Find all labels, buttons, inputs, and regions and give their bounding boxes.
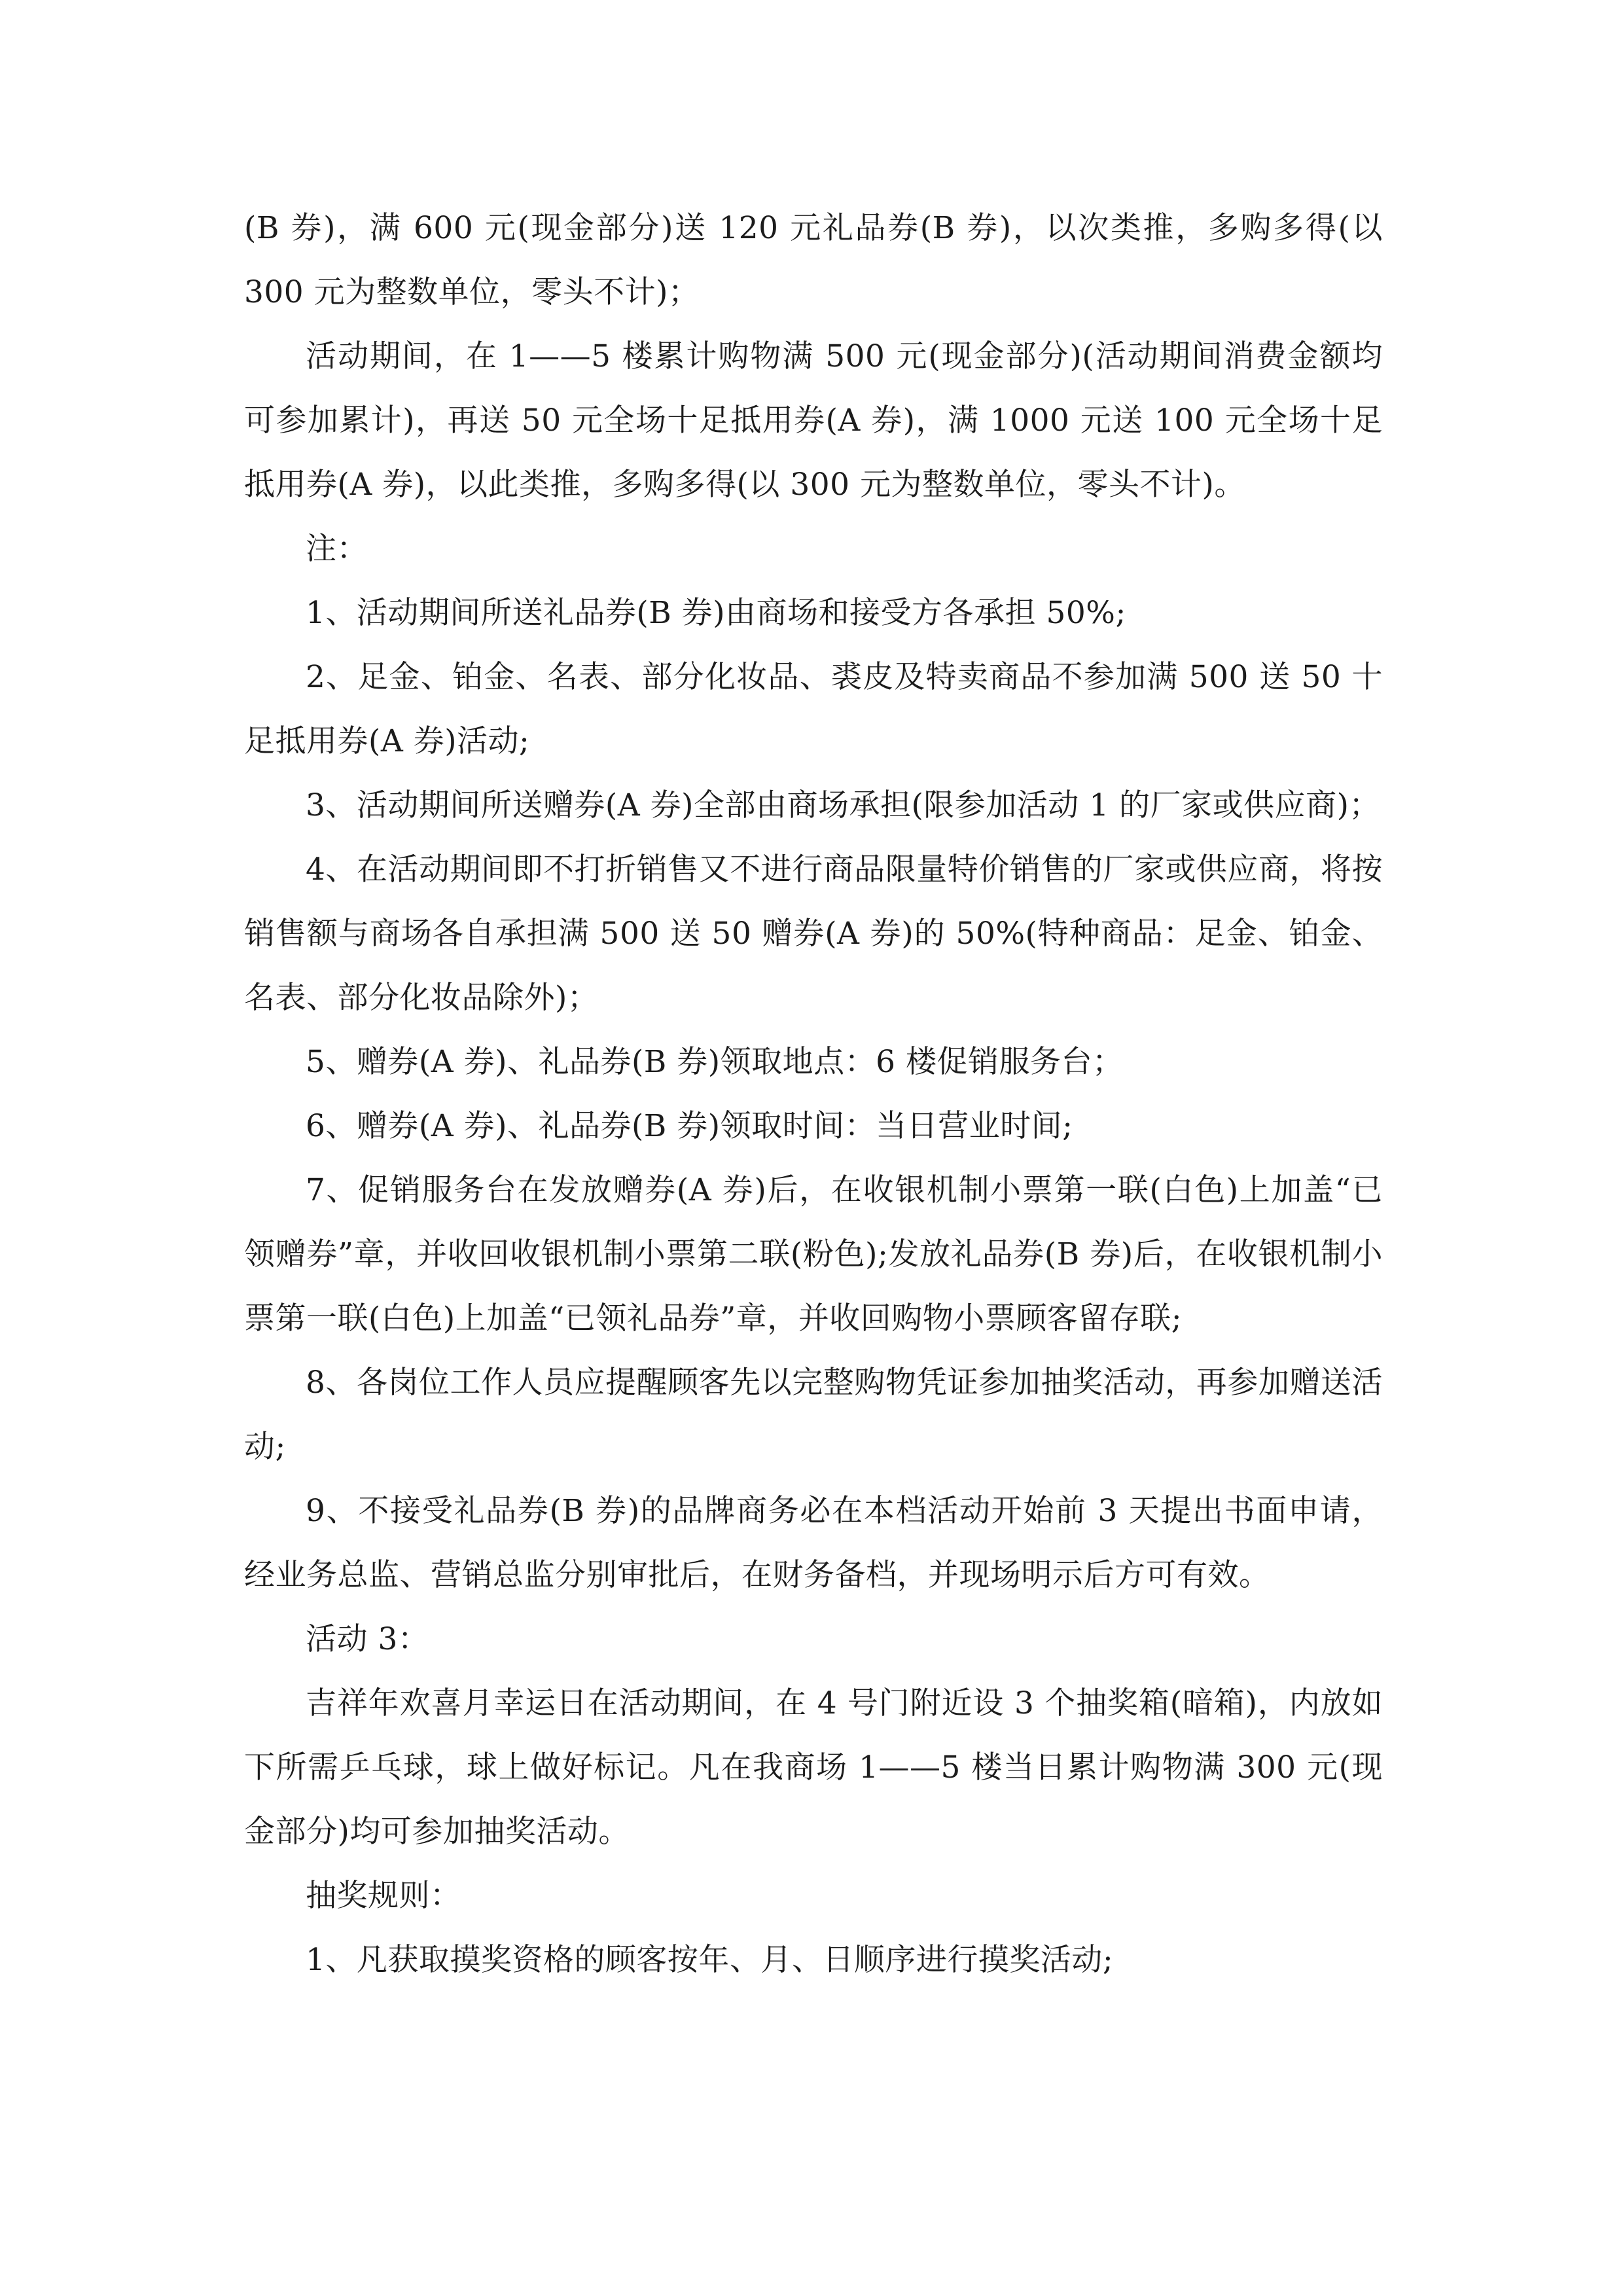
- note-item-3: 3、活动期间所送赠券(A 券)全部由商场承担(限参加活动 1 的厂家或供应商)；: [306, 787, 1380, 823]
- note-item-7: 7、促销服务台在发放赠券(A 券)后，在收银机制小票第一联(白色)上加盖“已领赠券”章，并收回收银机制小票第二联(粉色);发放礼品券(B 券)后，在收银机制小票第一联(白色)上加盖“已领礼品券”章，并收回购物小票顾客留存联;: [244, 1172, 1383, 1336]
- note-item-9: 9、不接受礼品券(B 券)的品牌商务必在本档活动开始前 3 天提出书面申请，经业务总监、营销总监分别审批后，在财务备档，并现场明示后方可有效。: [244, 1493, 1383, 1593]
- document-body: [244, 196, 1383, 1992]
- note-item-5: 5、赠券(A 券)、礼品券(B 券)领取地点：6 楼促销服务台；: [306, 1044, 1124, 1080]
- note-item-6: 6、赠券(A 券)、礼品券(B 券)领取时间：当日营业时间;: [306, 1108, 1073, 1144]
- note-item-8: 8、各岗位工作人员应提醒顾客先以完整购物凭证参加抽奖活动，再参加赠送活动;: [244, 1365, 1383, 1465]
- lottery-rule-1: 1、凡获取摸奖资格的顾客按年、月、日顺序进行摸奖活动;: [306, 1942, 1114, 1978]
- note-item-4: 4、在活动期间即不打折销售又不进行商品限量特价销售的厂家或供应商，将按销售额与商场各自承担满 500 送 50 赠券(A 券)的 50%(特种商品：足金、铂金、名表、部分化妆品除外)；: [244, 852, 1383, 1016]
- notes-heading: 注：: [306, 531, 368, 567]
- activity-3-heading: 活动 3：: [306, 1621, 429, 1657]
- lottery-rules-heading: 抽奖规则：: [306, 1878, 461, 1914]
- paragraph-activity-cumulative: 活动期间，在 1——5 楼累计购物满 500 元(现金部分)(活动期间消费金额均可参加累计)，再送 50 元全场十足抵用券(A 券)，满 1000 元送 100 元全场十足抵用券(A 券)，以此类推，多购多得(以 300 元为整数单位，零头不计)。: [244, 338, 1383, 503]
- activity-3-description: 吉祥年欢喜月幸运日在活动期间，在 4 号门附近设 3 个抽奖箱(暗箱)，内放如下所需乒乓球，球上做好标记。凡在我商场 1——5 楼当日累计购物满 300 元(现金部分)均可参加抽奖活动。: [244, 1685, 1383, 1850]
- note-item-1: 1、活动期间所送礼品券(B 券)由商场和接受方各承担 50%;: [306, 595, 1126, 631]
- note-item-2: 2、足金、铂金、名表、部分化妆品、裘皮及特卖商品不参加满 500 送 50 十足抵用券(A 券)活动;: [244, 659, 1383, 759]
- paragraph-continuation: (B 券)，满 600 元(现金部分)送 120 元礼品券(B 券)，以次类推，多购多得(以 300 元为整数单位，零头不计)；: [244, 210, 1383, 310]
